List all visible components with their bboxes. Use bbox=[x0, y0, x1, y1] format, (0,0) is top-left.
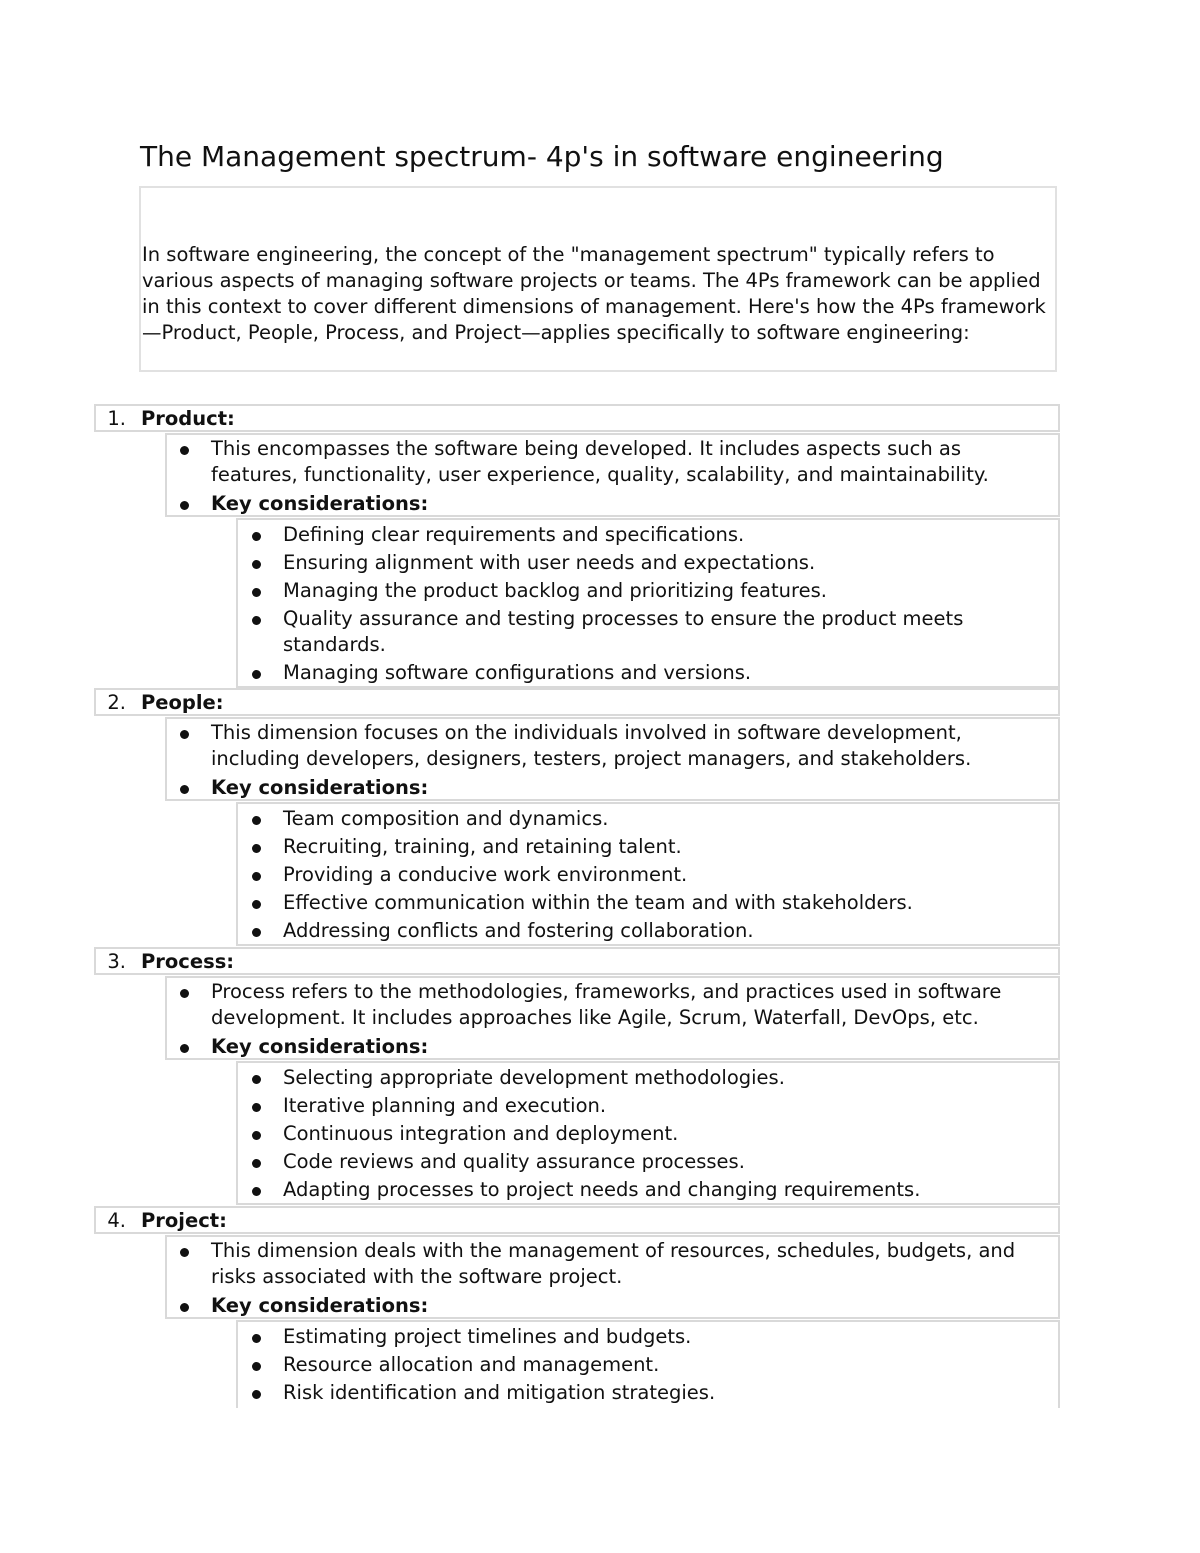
bullet-icon bbox=[252, 1103, 261, 1112]
list-item: Defining clear requirements and specifications. bbox=[283, 523, 745, 546]
list-item: Quality assurance and testing processes to ensure the product meets standards. bbox=[283, 607, 964, 656]
list-item: Recruiting, training, and retaining talent. bbox=[283, 835, 682, 858]
intro-box bbox=[139, 186, 1057, 372]
section-heading-bar bbox=[94, 404, 1060, 432]
bullet-icon bbox=[252, 1187, 261, 1196]
list-item: Selecting appropriate development methodologies. bbox=[283, 1066, 785, 1089]
bullet-icon bbox=[180, 1248, 189, 1257]
bullet-icon bbox=[252, 900, 261, 909]
bullet-icon bbox=[252, 588, 261, 597]
section-description: This dimension deals with the management of resources, schedules, budgets, and risks associated with the software project. bbox=[211, 1239, 1016, 1288]
bullet-icon bbox=[252, 1159, 261, 1168]
section-number: 1. bbox=[107, 407, 126, 430]
section-heading-bar bbox=[94, 947, 1060, 975]
list-item: Managing the product backlog and prioritizing features. bbox=[283, 579, 827, 602]
intro-paragraph: In software engineering, the concept of the "management spectrum" typically refers to various aspects of managing software projects or teams. The 4Ps framework can be applied in this context to cover different dimensions of management. Here's how the 4Ps framework—Product, People, Process, and Project—applies specifically to software engineering: bbox=[142, 243, 1046, 344]
bullet-icon bbox=[180, 989, 189, 998]
list-item: Ensuring alignment with user needs and expectations. bbox=[283, 551, 816, 574]
bullet-icon bbox=[252, 616, 261, 625]
list-item: Code reviews and quality assurance processes. bbox=[283, 1150, 745, 1173]
section-heading: People: bbox=[141, 691, 224, 714]
list-item: Providing a conducive work environment. bbox=[283, 863, 688, 886]
list-item: Iterative planning and execution. bbox=[283, 1094, 607, 1117]
list-item: Adapting processes to project needs and changing requirements. bbox=[283, 1178, 921, 1201]
bullet-icon bbox=[252, 928, 261, 937]
key-considerations-label: Key considerations: bbox=[211, 776, 429, 799]
bullet-icon bbox=[252, 1362, 261, 1371]
section-number: 4. bbox=[107, 1209, 126, 1232]
bullet-icon bbox=[252, 844, 261, 853]
bullet-icon bbox=[180, 785, 189, 794]
key-considerations-label: Key considerations: bbox=[211, 1294, 429, 1317]
bullet-icon bbox=[252, 1075, 261, 1084]
bullet-icon bbox=[252, 816, 261, 825]
section-description: This encompasses the software being developed. It includes aspects such as features, functionality, user experience, quality, scalability, and maintainability. bbox=[211, 437, 989, 486]
bullet-icon bbox=[180, 730, 189, 739]
bullet-icon bbox=[252, 560, 261, 569]
list-item: Managing software configurations and versions. bbox=[283, 661, 752, 684]
list-item: Estimating project timelines and budgets. bbox=[283, 1325, 692, 1348]
bullet-icon bbox=[180, 501, 189, 510]
list-item: Team composition and dynamics. bbox=[283, 807, 609, 830]
section-description: This dimension focuses on the individuals involved in software development, including developers, designers, testers, project managers, and stakeholders. bbox=[211, 721, 972, 770]
bullet-icon bbox=[252, 1131, 261, 1140]
bullet-icon bbox=[252, 532, 261, 541]
section-description: Process refers to the methodologies, frameworks, and practices used in software development. It includes approaches like Agile, Scrum, Waterfall, DevOps, etc. bbox=[211, 980, 1002, 1029]
section-heading: Process: bbox=[141, 950, 235, 973]
bullet-icon bbox=[180, 1044, 189, 1053]
bullet-icon bbox=[252, 670, 261, 679]
section-number: 2. bbox=[107, 691, 126, 714]
bullet-icon bbox=[180, 1303, 189, 1312]
section-number: 3. bbox=[107, 950, 126, 973]
list-item: Continuous integration and deployment. bbox=[283, 1122, 679, 1145]
bullet-icon bbox=[252, 872, 261, 881]
bullet-icon bbox=[252, 1390, 261, 1399]
key-considerations-label: Key considerations: bbox=[211, 1035, 429, 1058]
section-heading-bar bbox=[94, 1206, 1060, 1234]
list-item: Risk identification and mitigation strategies. bbox=[283, 1381, 716, 1404]
bullet-icon bbox=[252, 1334, 261, 1343]
section-heading: Project: bbox=[141, 1209, 227, 1232]
page-title: The Management spectrum- 4p's in software engineering bbox=[140, 140, 944, 173]
section-heading-bar bbox=[94, 688, 1060, 716]
key-considerations-label: Key considerations: bbox=[211, 492, 429, 515]
section-heading: Product: bbox=[141, 407, 235, 430]
list-item: Resource allocation and management. bbox=[283, 1353, 660, 1376]
bullet-icon bbox=[180, 446, 189, 455]
list-item: Addressing conflicts and fostering collaboration. bbox=[283, 919, 754, 942]
list-item: Effective communication within the team and with stakeholders. bbox=[283, 891, 913, 914]
